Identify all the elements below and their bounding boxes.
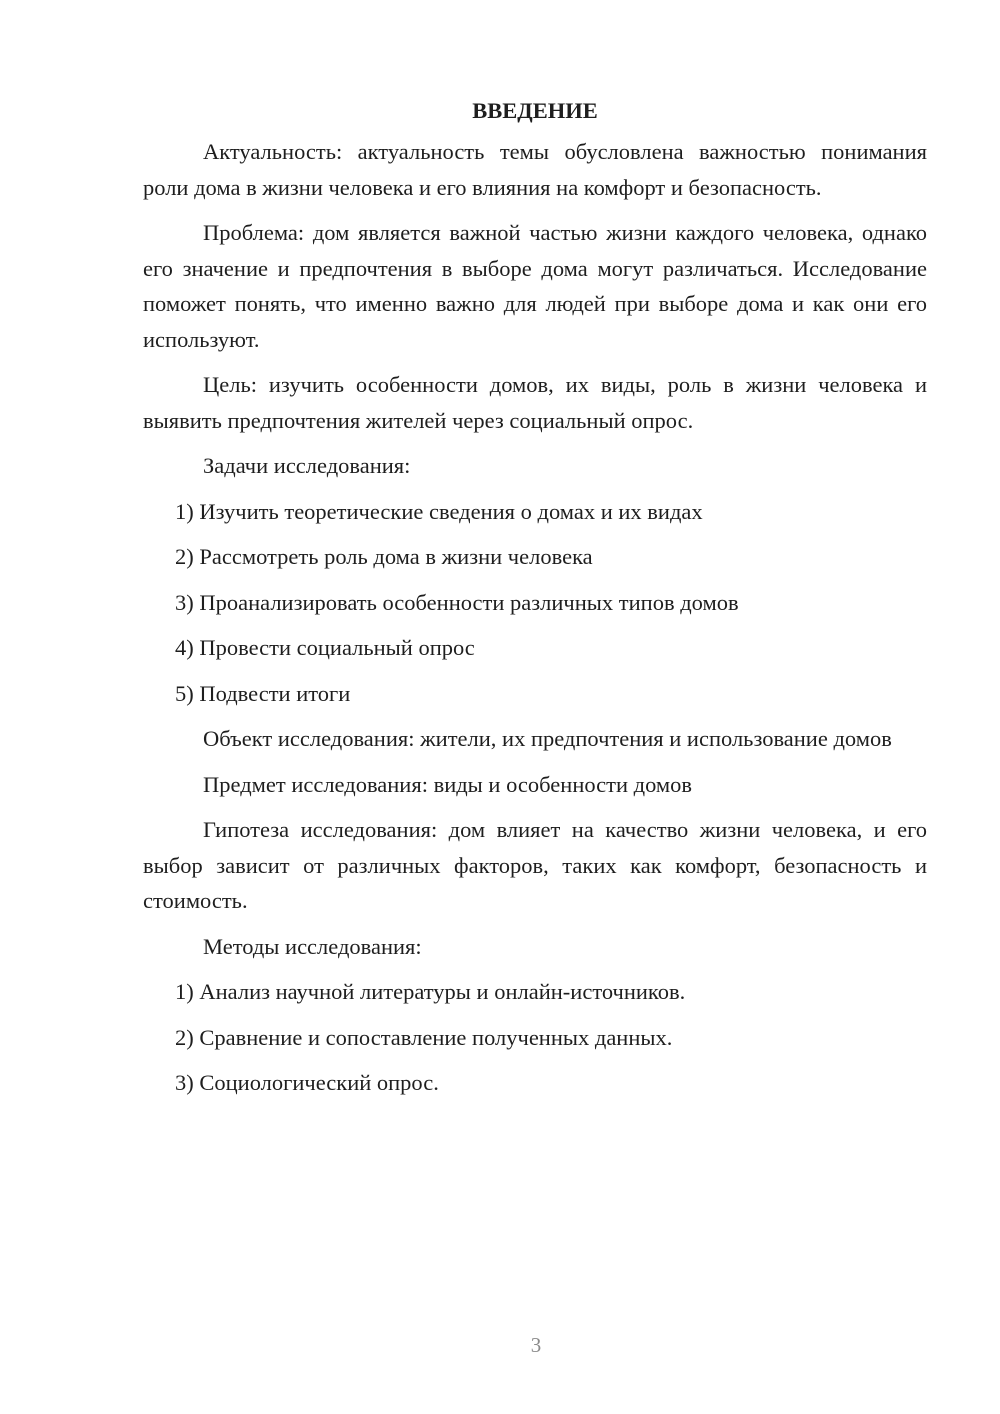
- section-title: ВВЕДЕНИЕ: [472, 98, 598, 123]
- task-item: 2) Рассмотреть роль дома в жизни человека: [175, 544, 593, 569]
- paragraph-subject: Предмет исследования: виды и особенности домов: [203, 771, 693, 797]
- paragraph-relevance: Актуальность: актуальность темы обусловлена важностью понимания роли дома в жизни человека и его влияния на комфорт и безопасность.: [143, 139, 927, 200]
- paragraph-goal: Цель: изучить особенности домов, их виды, роль в жизни человека и выявить предпочтения жителей через социальный опрос.: [143, 372, 927, 433]
- page-content: [143, 96, 927, 1111]
- task-item: 5) Подвести итоги: [175, 680, 351, 706]
- page-number: 3: [530, 1333, 542, 1357]
- method-item: 1) Анализ научной литературы и онлайн-источников.: [175, 979, 686, 1004]
- method-item: 3) Социологический опрос.: [175, 1070, 439, 1095]
- task-item: 3) Проанализировать особенности различных типов домов: [175, 589, 739, 615]
- paragraph-tasks-heading: Задачи исследования:: [203, 453, 411, 478]
- task-item: 1) Изучить теоретические сведения о домах и их видах: [175, 498, 703, 524]
- paragraph-hypothesis: Гипотеза исследования: дом влияет на качество жизни человека, и его выбор зависит от различных факторов, таких как комфорт, безопасность и стоимость.: [143, 817, 927, 913]
- paragraph-methods-heading: Методы исследования:: [203, 933, 422, 959]
- paragraph-problem: Проблема: дом является важной частью жизни каждого человека, однако его значение и предпочтения в выборе дома могут различаться. Исследование поможет понять, что именно важно для людей при выборе дома и как они его используют.: [143, 220, 927, 352]
- paragraph-object: Объект исследования: жители, их предпочтения и использование домов: [203, 726, 892, 751]
- method-item: 2) Сравнение и сопоставление полученных данных.: [175, 1024, 673, 1050]
- task-item: 4) Провести социальный опрос: [175, 635, 475, 660]
